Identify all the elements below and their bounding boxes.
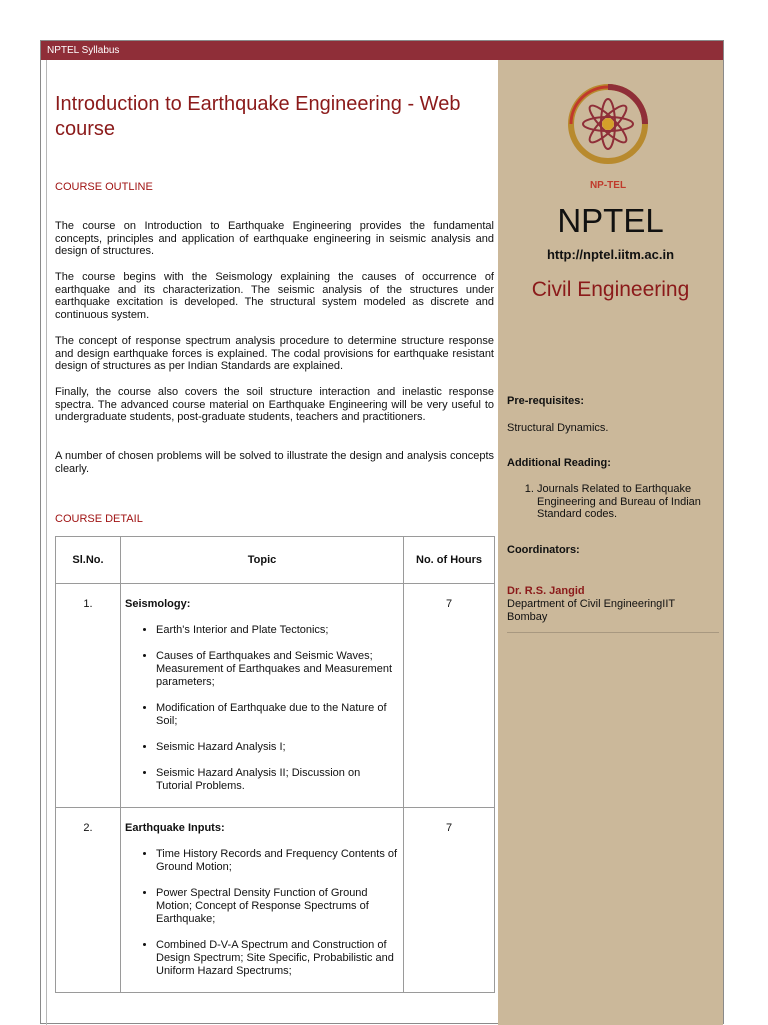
topic-title: Seismology: [125,598,191,610]
row-sl-no: 2. [56,808,121,993]
outline-paragraph-5: A number of chosen problems will be solved to illustrate the design and analysis concepts clearly. [55,450,494,475]
nptel-name: NPTEL [557,202,664,239]
additional-reading-label: Additional Reading: [507,457,611,469]
course-outline-heading: COURSE OUTLINE [55,181,153,193]
department-name: Civil Engineering [531,278,690,301]
header-hours: No. of Hours [404,537,495,584]
outline-paragraph-2: The course begins with the Seismology explaining the causes of occurrence of earthquake and its characterization. The seismic analysis of the structures under earthquake excitation is developed. The structural system modeled as discrete and continuous system. [55,271,494,321]
subtopic-list [125,624,399,793]
reading-item: 1. Journals Related to Earthquake Engineering and Bureau of Indian Standard codes. [537,483,717,521]
coordinator-department: Department of Civil EngineeringIIT Bombay [507,598,675,623]
subtopic-item: • Seismic Hazard Analysis I; [156,741,399,754]
course-detail-table [55,536,495,993]
course-title: Introduction to Earthquake Engineering - Web course [55,93,461,140]
sidebar [498,60,723,1025]
subtopic-item: • Seismic Hazard Analysis II; Discussion on Tutorial Problems. [156,767,399,793]
prerequisites-text: Structural Dynamics. [507,422,609,434]
prerequisites-label: Pre-requisites: [507,395,585,407]
subtopic-item: • Power Spectral Density Function of Ground Motion; Concept of Response Spectrums of Earthquake; [156,887,399,926]
table-row [56,584,495,808]
main-column [46,60,497,1025]
nptel-logo-icon [564,78,652,198]
course-detail-heading: COURSE DETAIL [55,513,143,525]
row-topic-cell [121,808,404,993]
coordinators-label: Coordinators: [507,544,580,556]
subtopic-list [125,848,399,978]
logo-text: NP-TEL [589,180,627,191]
nptel-url-link[interactable]: http://nptel.iitm.ac.in [546,247,675,262]
row-hours: 7 [404,808,495,993]
outline-paragraph-4: Finally, the course also covers the soil structure interaction and inelastic response spectra. The advanced course material on Earthquake Engineering will be very useful to undergraduate students, post-graduate students, teachers and practitioners. [55,386,494,423]
table-row [56,808,495,993]
outline-paragraph-3: The concept of response spectrum analysis procedure to determine structure response and design earthquake forces is explained. The codal provisions for earthquake resistant design of structures as per Indian Standards are explained. [55,335,494,372]
sidebar-divider [507,632,719,633]
header-topic: Topic [121,537,404,584]
syllabus-topbar: NPTEL Syllabus [41,41,723,60]
page-frame [40,40,724,1024]
row-sl-no: 1. [56,584,121,808]
subtopic-item: • Time History Records and Frequency Contents of Ground Motion; [156,848,399,874]
subtopic-item: • Modification of Earthquake due to the Nature of Soil; [156,702,399,728]
outline-paragraph-1: The course on Introduction to Earthquake Engineering provides the fundamental concepts, principles and application of earthquake engineering in seismic analysis and design of structures. [55,220,494,257]
coordinator-name: Dr. R.S. Jangid [507,585,585,597]
subtopic-item: • Causes of Earthquakes and Seismic Waves; Measurement of Earthquakes and Measurement parameters; [156,650,399,689]
header-sl-no: Sl.No. [56,537,121,584]
topic-title: Earthquake Inputs: [125,822,225,834]
table-header-row [56,537,495,584]
row-topic-cell [121,584,404,808]
additional-reading-list [507,483,717,521]
subtopic-item: • Combined D-V-A Spectrum and Construction of Design Spectrum; Site Specific, Probabilistic and Uniform Hazard Spectrums; [156,939,399,978]
subtopic-item: • Earth's Interior and Plate Tectonics; [156,624,399,637]
row-hours: 7 [404,584,495,808]
